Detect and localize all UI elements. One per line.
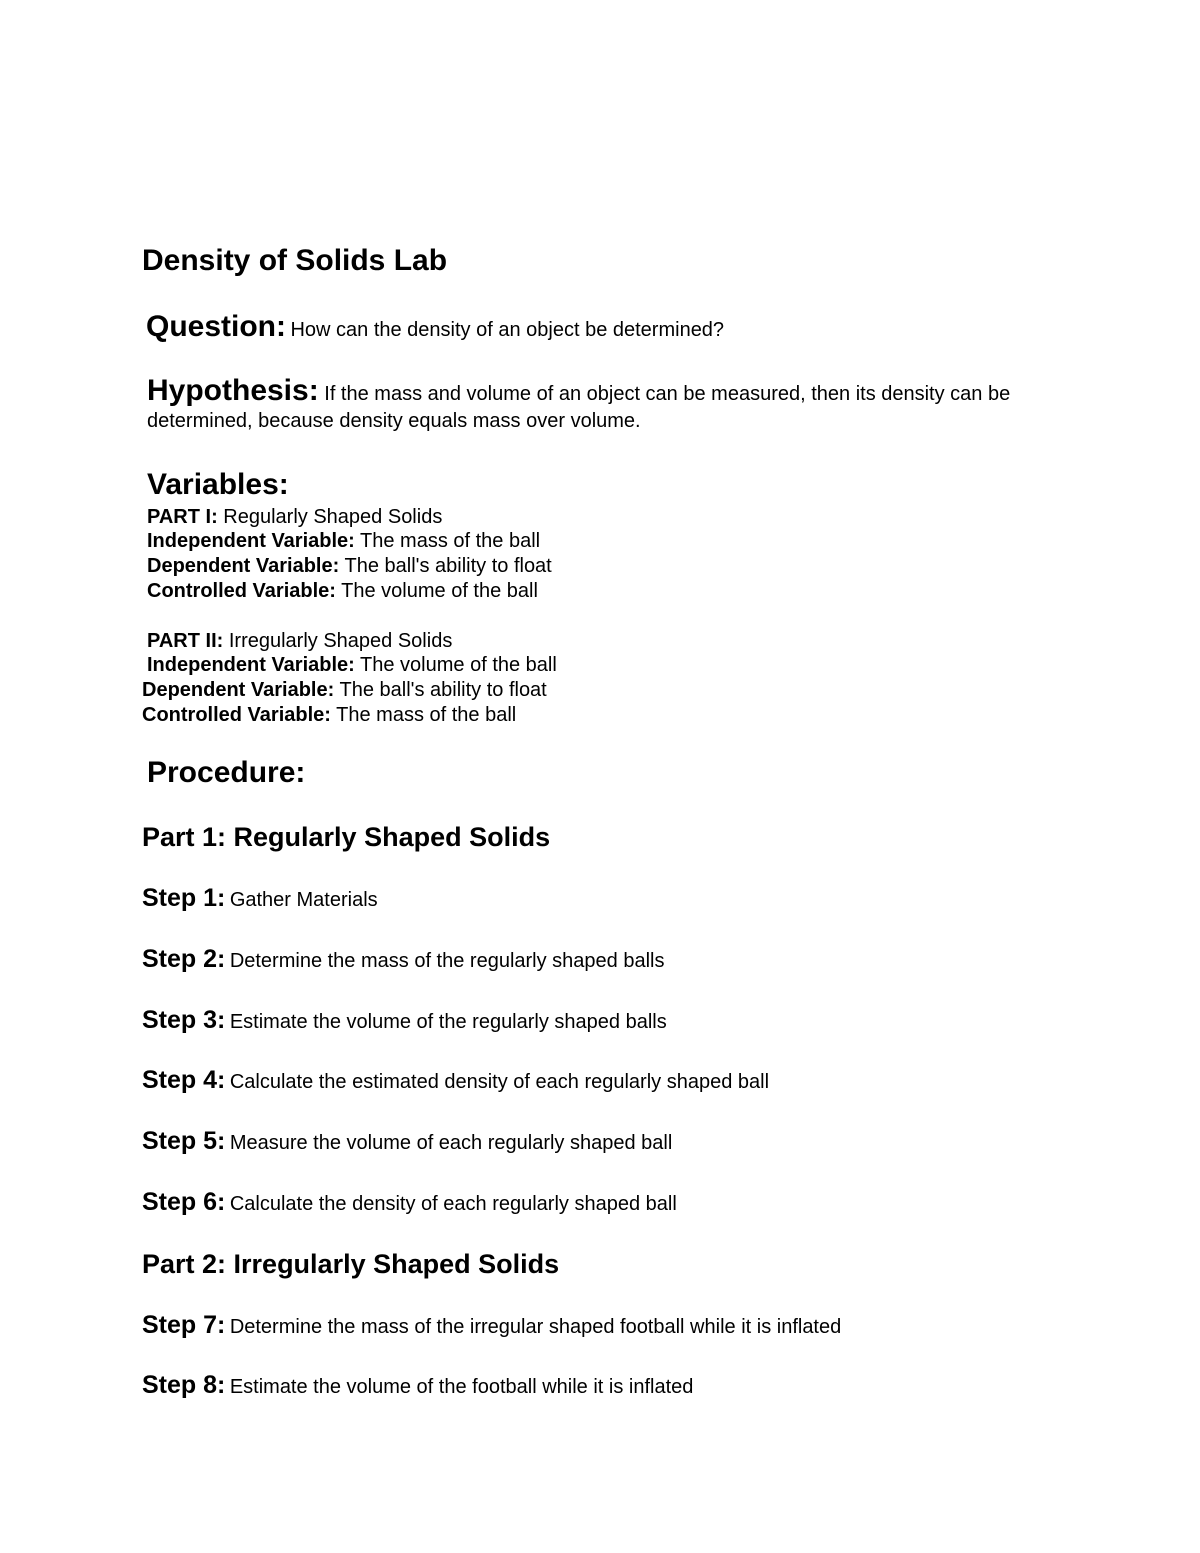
question-section <box>146 310 724 344</box>
part1-procedure-heading: Part 1: Regularly Shaped Solids <box>142 822 551 852</box>
part2-label: PART II: <box>147 630 224 652</box>
part1-label: PART I: <box>147 506 218 528</box>
question-text: How can the density of an object be determined? <box>290 319 725 341</box>
part1-variables-label <box>147 505 442 529</box>
step-2: Step 2: Determine the mass of the regularly shaped balls <box>142 945 665 973</box>
part2-independent-variable: Independent Variable: The volume of the ball <box>147 654 557 676</box>
step-4: Step 4: Calculate the estimated density of each regularly shaped ball <box>142 1066 770 1094</box>
hypothesis-text: If the mass and volume of an object can be measured, then its density can be determined, because density equals mass over volume. <box>147 383 1011 432</box>
step-7: Step 7: Determine the mass of the irregular shaped football while it is inflated <box>142 1311 842 1339</box>
part1-independent-variable: Independent Variable: The mass of the ball <box>147 530 541 552</box>
question-label: Question: <box>146 310 286 343</box>
hypothesis-section <box>147 374 1067 435</box>
part2-variables-label <box>147 629 452 653</box>
step-3: Step 3: Estimate the volume of the regularly shaped balls <box>142 1006 667 1034</box>
variables-heading: Variables: <box>147 468 289 501</box>
part1-name: Regularly Shaped Solids <box>223 506 443 528</box>
step-1: Step 1: Gather Materials <box>142 884 378 912</box>
part2-name: Irregularly Shaped Solids <box>228 630 453 652</box>
part1-controlled-variable: Controlled Variable: The volume of the ball <box>147 580 538 602</box>
procedure-heading: Procedure: <box>147 756 306 789</box>
document-title: Density of Solids Lab <box>142 244 448 277</box>
step-6: Step 6: Calculate the density of each regularly shaped ball <box>142 1188 677 1216</box>
part2-controlled-variable: Controlled Variable: The mass of the ball <box>142 704 517 726</box>
hypothesis-label: Hypothesis: <box>147 374 319 407</box>
part2-dependent-variable: Dependent Variable: The ball's ability to float <box>142 679 547 701</box>
part2-procedure-heading: Part 2: Irregularly Shaped Solids <box>142 1249 560 1279</box>
part1-dependent-variable: Dependent Variable: The ball's ability to float <box>147 555 552 577</box>
step-8: Step 8: Estimate the volume of the football while it is inflated <box>142 1371 694 1399</box>
step-5: Step 5: Measure the volume of each regularly shaped ball <box>142 1127 673 1155</box>
